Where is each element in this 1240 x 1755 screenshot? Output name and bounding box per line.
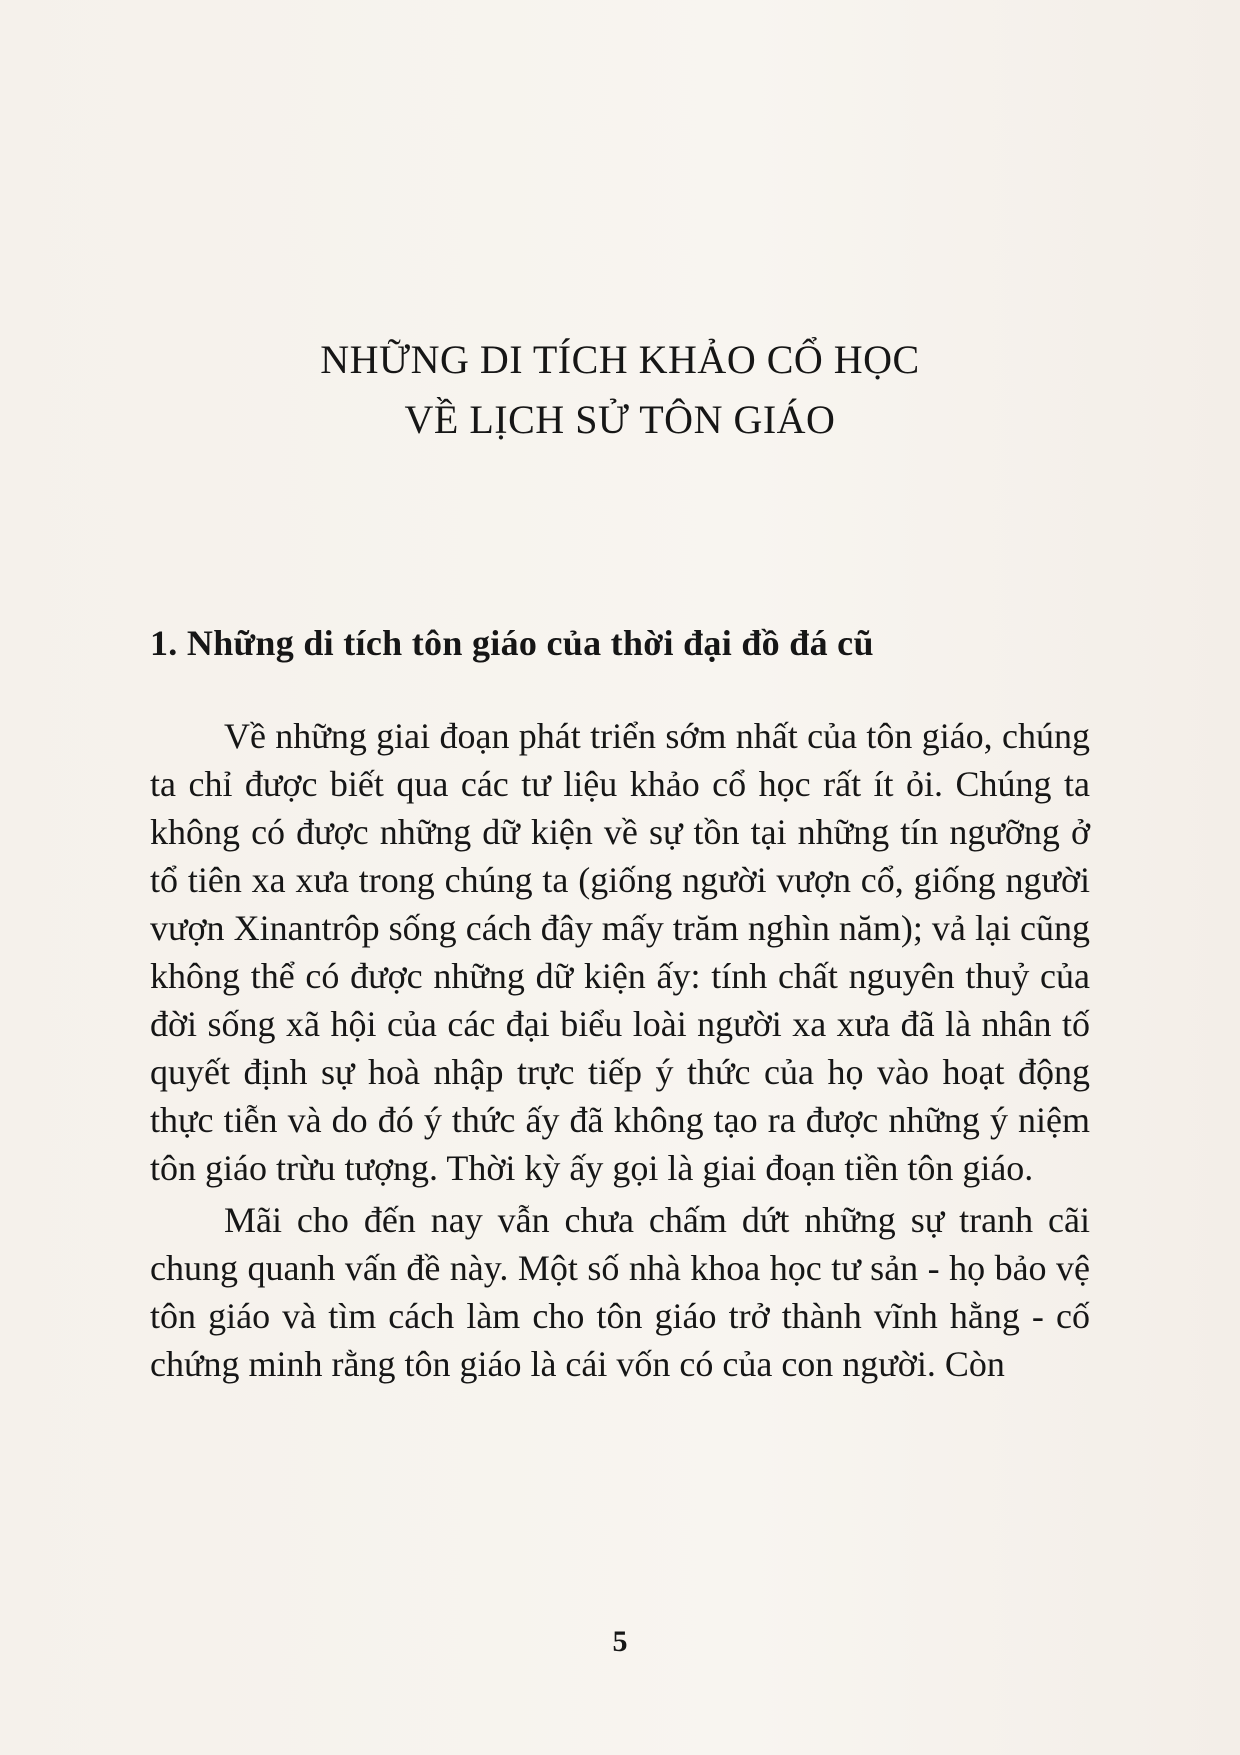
chapter-title-line-2: VỀ LỊCH SỬ TÔN GIÁO: [404, 397, 836, 442]
body-text: [150, 712, 1090, 1388]
chapter-title-line-1: NHỮNG DI TÍCH KHẢO CỔ HỌC: [320, 337, 920, 382]
section-heading: 1. Những di tích tôn giáo của thời đại đồ đá cũ: [150, 623, 874, 663]
paragraph-1: Về những giai đoạn phát triển sớm nhất của tôn giáo, chúng ta chỉ được biết qua các tư liệu khảo cổ học rất ít ỏi. Chúng ta không có được những dữ kiện về sự tồn tại những tín ngưỡng ở tổ tiên xa xưa trong chúng ta (giống người vượn cổ, giống người vượn Xinantrôp sống cách đây mấy trăm nghìn năm); vả lại cũng không thể có được những dữ kiện ấy: tính chất nguyên thuỷ của đời sống xã hội của các đại biểu loài người xa xưa đã là nhân tố quyết định sự hoà nhập trực tiếp ý thức của họ vào hoạt động thực tiễn và do đó ý thức ấy đã không tạo ra được những ý niệm tôn giáo trừu tượng. Thời kỳ ấy gọi là giai đoạn tiền tôn giáo.: [150, 716, 1090, 1188]
page-number: 5: [612, 1625, 628, 1658]
chapter-title: [150, 330, 1090, 450]
paragraph-2: Mãi cho đến nay vẫn chưa chấm dứt những sự tranh cãi chung quanh vấn đề này. Một số nhà khoa học tư sản - họ bảo vệ tôn giáo và tìm cách làm cho tôn giáo trở thành vĩnh hằng - cố chứng minh rằng tôn giáo là cái vốn có của con người. Còn: [150, 1200, 1090, 1384]
